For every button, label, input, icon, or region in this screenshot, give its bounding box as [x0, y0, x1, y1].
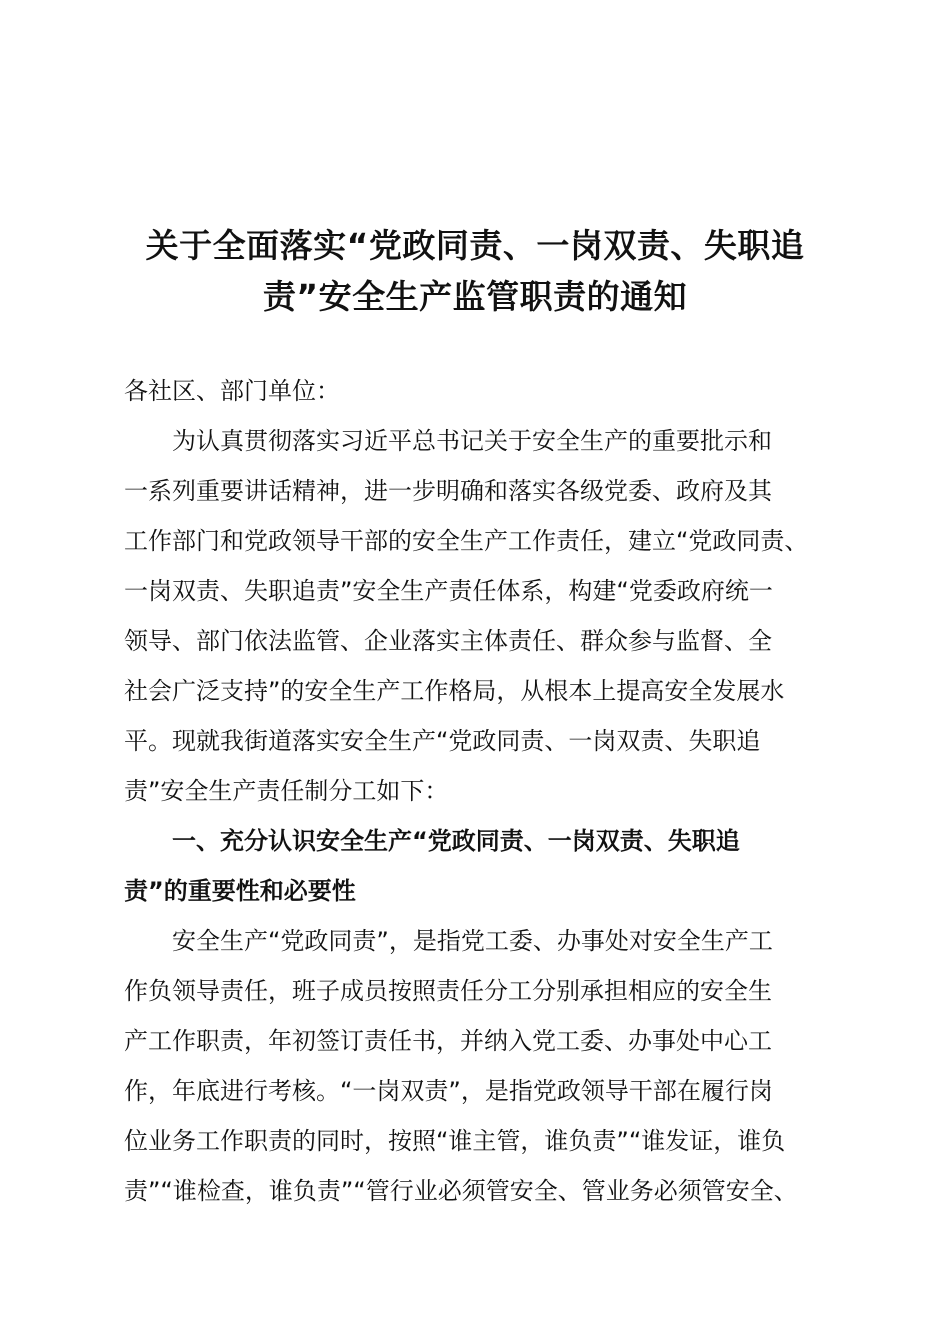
- salutation: 各社区、部门单位：: [124, 377, 340, 405]
- document-title-line-1: 关于全面落实“党政同责、一岗双责、失职追: [145, 226, 805, 265]
- section-body-line: 产工作职责，年初签订责任书，并纳入党工委、办事处中心工: [124, 1027, 772, 1055]
- body-line: 平。现就我街道落实安全生产“党政同责、一岗双责、失职追: [124, 727, 761, 755]
- section-body-line: 安全生产“党政同责”，是指党工委、办事处对安全生产工: [172, 927, 773, 955]
- section-heading-line-1: 一、充分认识安全生产“党政同责、一岗双责、失职追: [172, 827, 740, 855]
- body-line: 一系列重要讲话精神，进一步明确和落实各级党委、政府及其: [124, 477, 772, 505]
- body-line: 一岗双责、失职追责”安全生产责任体系，构建“党委政府统一: [124, 577, 773, 605]
- body-line: 为认真贯彻落实习近平总书记关于安全生产的重要批示和: [172, 427, 772, 455]
- section-body-line: 作负领导责任，班子成员按照责任分工分别承担相应的安全生: [124, 977, 772, 1005]
- section-body-line: 位业务工作职责的同时，按照“谁主管，谁负责”“谁发证，谁负: [124, 1127, 786, 1155]
- body-line: 工作部门和党政领导干部的安全生产工作责任，建立“党政同责、: [124, 527, 809, 555]
- section-body-line: 责”“谁检查，谁负责”“管行业必须管安全、管业务必须管安全、: [124, 1177, 798, 1205]
- body-line: 责”安全生产责任制分工如下：: [124, 777, 449, 805]
- section-body-line: 作，年底进行考核。“一岗双责”，是指党政领导干部在履行岗: [124, 1077, 773, 1105]
- section-heading-line-2: 责”的重要性和必要性: [124, 877, 356, 905]
- body-line: 社会广泛支持”的安全生产工作格局，从根本上提高安全发展水: [124, 677, 785, 705]
- body-line: 领导、部门依法监管、企业落实主体责任、群众参与监督、全: [124, 627, 772, 655]
- document-title-line-2: 责”安全生产监管职责的通知: [262, 277, 688, 316]
